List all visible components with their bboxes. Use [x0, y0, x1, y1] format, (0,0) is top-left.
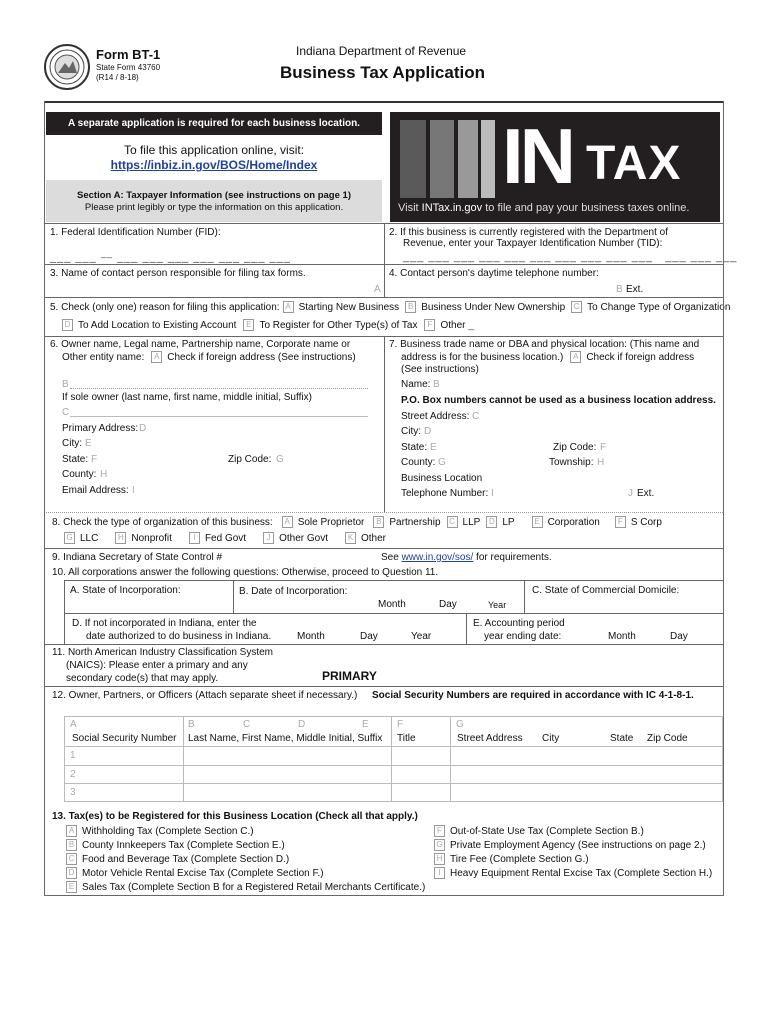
q13-option-i: Heavy Equipment Rental Excise Tax (Complete Section H.) [450, 867, 713, 879]
q10-e-line2: year ending date: [484, 631, 562, 642]
q12-header-title: Title [397, 733, 416, 744]
q5-checkbox-f[interactable]: F [424, 319, 435, 331]
q12-col-g-letter: G [456, 719, 464, 730]
q10-b-month: Month [378, 599, 406, 610]
q10-c-label: C. State of Commercial Domicile: [532, 585, 680, 596]
naics-primary-label: PRIMARY [322, 669, 377, 683]
q7-street-label: Street Address: [401, 411, 470, 422]
q12-label: 12. Owner, Partners, or Officers (Attach separate sheet if necessary.) [52, 690, 358, 701]
q10-b-year: Year [488, 600, 507, 610]
q7-line3: (See instructions) [401, 364, 479, 375]
q5-option-c: To Change Type of Organization [587, 301, 731, 313]
q8-option-g: LLC [80, 532, 99, 544]
section-a-header [46, 180, 382, 222]
q6-foreign-label: Check if foreign address (See instructions) [167, 351, 356, 363]
q10-a-label: A. State of Incorporation: [70, 585, 181, 596]
q5-checkbox-e[interactable]: E [243, 319, 254, 331]
q12-col-b-letter: B [188, 719, 195, 730]
phone-ext-input[interactable]: B [616, 284, 623, 295]
logo-bar-2 [430, 120, 454, 198]
q10-label: 10. All corporations answer the following questions: Otherwise, proceed to Question 11. [52, 567, 439, 578]
q8-checkbox-g[interactable]: G [64, 532, 75, 544]
q9-label: 9. Indiana Secretary of State Control # [52, 552, 223, 563]
q7-name-label: Name: [401, 379, 431, 390]
state-seal [44, 44, 90, 90]
q8-option-a: Sole Proprietor [297, 516, 365, 528]
q8-option-b: Partnership [389, 516, 441, 528]
tagline-site: INTax.in.gov [421, 202, 483, 214]
q7-foreign-label: Check if foreign address [586, 351, 695, 363]
q10-e-line1: E. Accounting period [473, 618, 565, 629]
q12-header-city: City [542, 733, 560, 744]
q13-checkbox-h[interactable]: H [434, 853, 445, 865]
q6-county-input[interactable]: H [100, 469, 108, 480]
q5-option-d: To Add Location to Existing Account [78, 319, 237, 331]
q8-option-i: Fed Govt [204, 532, 247, 544]
q7-state-input[interactable]: E [430, 442, 437, 453]
q8-option-j: Other Govt [279, 532, 328, 544]
q7-county-label: County: [401, 457, 436, 468]
state-form-number: State Form 43760 [96, 63, 161, 72]
q7-phone-ext-input[interactable]: J [628, 488, 633, 499]
q7-zip-input[interactable]: F [600, 442, 607, 453]
q6-city-input[interactable]: E [85, 438, 92, 449]
q6-zip-label: Zip Code: [228, 454, 272, 465]
q3-label: 3. Name of contact person responsible for filing tax forms. [50, 268, 306, 279]
q10-d-day: Day [360, 631, 378, 642]
online-url-link[interactable]: https://inbiz.in.gov/BOS/Home/Index [110, 158, 318, 172]
q12-header-name: Last Name, First Name, Middle Initial, Suffix [188, 733, 383, 744]
q12-header-state: State [610, 733, 634, 744]
q10-d-line2: date authorized to do business in Indiana. [86, 631, 272, 642]
q7-line1: 7. Business trade name or DBA and physical location: (This name and [389, 339, 700, 350]
q12-col-e-letter: E [362, 719, 369, 730]
q13-option-d: Motor Vehicle Rental Excise Tax (Complete Section F.) [82, 867, 324, 879]
q8-checkbox-i[interactable]: I [189, 532, 200, 544]
form-revision: (R14 / 8-18) [96, 73, 139, 82]
q12-col-a-letter: A [70, 719, 77, 730]
q5-checkbox-c[interactable]: C [571, 301, 582, 313]
q7-phone-label: Telephone Number: [401, 488, 489, 499]
q9-post: for requirements. [473, 552, 552, 563]
q12-col-d-letter: D [298, 719, 306, 730]
online-instructions: To file this application online, visit: [123, 143, 305, 157]
q7-ext-label: Ext. [637, 488, 655, 499]
form-number: Form BT-1 [96, 47, 161, 62]
q8-checkbox-b[interactable]: B [373, 516, 384, 528]
q8-label: 8. Check the type of organization of this business: [52, 516, 273, 528]
intax-logo [390, 112, 720, 222]
q7-po-box-note: P.O. Box numbers cannot be used as a business location address. [401, 395, 716, 406]
q5-option-a: Starting New Business [298, 301, 400, 313]
q7-line2: address is for the business location.) [401, 351, 564, 363]
q11-line2: (NAICS): Please enter a primary and any [66, 660, 248, 671]
notice-bar [46, 112, 382, 135]
q13-option-b: County Innkeepers Tax (Complete Section E.) [82, 839, 285, 851]
q7-state-label: State: [401, 442, 428, 453]
q8-checkbox-a[interactable]: A [282, 516, 293, 528]
q8-option-c: LLP [462, 516, 481, 528]
page-title: Business Tax Application [280, 63, 485, 82]
q6-email-label: Email Address: [62, 485, 129, 496]
q8-checkbox-d[interactable]: D [486, 516, 497, 528]
q12-header-street: Street Address [457, 733, 523, 744]
tid-input[interactable]: ___ ___ ___ ___ ___ ___ ___ ___ ___ ___ ___ ___ ___ [403, 251, 738, 263]
logo-bar-4 [481, 120, 495, 198]
fid-input[interactable]: ___ ___ __ ___ ___ ___ ___ ___ ___ ___ [50, 248, 291, 264]
q2-line2: Revenue, enter your Taxpayer Identification Number (TID): [403, 238, 663, 249]
q8-checkbox-h[interactable]: H [115, 532, 126, 544]
q4-label: 4. Contact person's daytime telephone number: [389, 268, 599, 279]
q12-row-2-number: 2 [70, 769, 76, 780]
tagline-prefix: Visit [398, 202, 422, 214]
q12-ssn-note: Social Security Numbers are required in accordance with IC 4-1-8-1. [372, 690, 694, 701]
q13-label: 13. Tax(es) to be Registered for this Business Location (Check all that apply.) [52, 811, 418, 822]
q6-email-input[interactable]: I [132, 485, 135, 496]
q5-option-f: Other [440, 319, 466, 331]
q7-township-label: Township: [549, 457, 594, 468]
q7-name-input[interactable]: B [433, 379, 440, 390]
owner-name-input[interactable]: B [62, 379, 69, 390]
q10-e-day: Day [670, 631, 688, 642]
q13-checkbox-d[interactable]: D [66, 867, 77, 879]
contact-name-input[interactable]: A [374, 284, 381, 295]
logo-bar-1 [400, 120, 426, 198]
q6-primary-address-label: Primary Address: [62, 423, 139, 434]
logo-bar-3 [458, 120, 478, 198]
q13-checkbox-i[interactable]: I [434, 867, 445, 879]
logo-tax-text: TAX [586, 137, 682, 190]
q5-option-e: To Register for Other Type(s) of Tax [259, 319, 418, 331]
q7-zip-label: Zip Code: [553, 442, 597, 453]
q5-option-b: Business Under New Ownership [421, 301, 566, 313]
q6-state-label: State: [62, 454, 89, 465]
q7-city-label: City: [401, 426, 421, 437]
q5-checkbox-d[interactable]: D [62, 319, 73, 331]
q5-label: 5. Check (only one) reason for filing this application: [50, 301, 280, 313]
q7-foreign-checkbox[interactable]: A [570, 351, 581, 363]
q6-sole-owner-label: If sole owner (last name, first name, middle initial, Suffix) [62, 392, 312, 403]
q7-business-location-label: Business Location [401, 473, 483, 484]
q10-e-month: Month [608, 631, 636, 642]
q12-col-f-letter: F [397, 719, 404, 730]
q8-checkbox-k[interactable]: K [345, 532, 356, 544]
notice-text: A separate application is required for each business location. [68, 118, 360, 129]
q1-label: 1. Federal Identification Number (FID): [50, 227, 221, 238]
q2-line1: 2. If this business is currently registered with the Department of [389, 227, 669, 238]
q13-checkbox-a[interactable]: A [66, 825, 77, 837]
q13-option-h: Tire Fee (Complete Section G.) [450, 853, 589, 865]
q6-line1: 6. Owner name, Legal name, Partnership name, Corporate name or [50, 339, 351, 350]
q13-checkbox-f[interactable]: F [434, 825, 445, 837]
q10-b-label: B. Date of Incorporation: [239, 586, 348, 597]
q9-see: See [381, 552, 402, 563]
q6-city-label: City: [62, 438, 82, 449]
q10-d-month: Month [297, 631, 325, 642]
q10-d-year: Year [411, 631, 432, 642]
agency-name: Indiana Department of Revenue [296, 44, 467, 58]
q6-state-input[interactable]: F [91, 454, 98, 465]
q6-foreign-checkbox[interactable]: A [151, 351, 162, 363]
q8-option-d: LP [502, 516, 515, 528]
q6-line2: Other entity name: [62, 351, 145, 363]
logo-in-text: IN [502, 112, 572, 200]
q10-d-line1: D. If not incorporated in Indiana, enter the [72, 618, 257, 629]
q13-option-a: Withholding Tax (Complete Section C.) [82, 825, 254, 837]
q5-checkbox-a[interactable]: A [283, 301, 294, 313]
q13-option-g: Private Employment Agency (See instructions on page 2.) [450, 839, 706, 851]
q13-option-c: Food and Beverage Tax (Complete Section D.) [82, 853, 290, 865]
q8-checkbox-c[interactable]: C [447, 516, 458, 528]
q8-checkbox-j[interactable]: J [263, 532, 274, 544]
primary-address-input[interactable]: D [139, 423, 147, 434]
tagline-suffix: to file and pay your business taxes online. [482, 202, 690, 214]
q8-checkbox-e[interactable]: E [532, 516, 543, 528]
q8-checkbox-f[interactable]: F [615, 516, 626, 528]
q10-b-day: Day [439, 599, 457, 610]
q6-county-label: County: [62, 469, 97, 480]
seal-graphic [46, 46, 88, 88]
q13-checkbox-g[interactable]: G [434, 839, 445, 851]
q11-line3: secondary code(s) that may apply. [66, 673, 219, 684]
section-a-subtitle: Please print legibly or type the information on this application. [84, 202, 344, 213]
q4-ext-label: Ext. [626, 284, 644, 295]
q7-street-input[interactable]: C [472, 411, 480, 422]
q11-line1: 11. North American Industry Classification System [52, 647, 274, 658]
q7-city-input[interactable]: D [424, 426, 432, 437]
q7-township-input[interactable]: H [597, 457, 605, 468]
q8-option-h: Nonprofit [131, 532, 172, 544]
q12-row-3-number: 3 [70, 787, 76, 798]
q13-option-f: Out-of-State Use Tax (Complete Section B.) [450, 825, 644, 837]
q8-option-f: S Corp [630, 516, 662, 528]
q12-row-1-number: 1 [70, 750, 76, 761]
sole-owner-input[interactable]: C [62, 407, 70, 418]
sos-link[interactable]: www.in.gov/sos/ [401, 552, 474, 563]
q8-option-e: Corporation [547, 516, 600, 528]
q13-checkbox-e[interactable]: E [66, 881, 77, 893]
q8-option-k: Other [360, 532, 386, 544]
q12-header-ssn: Social Security Number [72, 733, 177, 744]
q13-checkbox-c[interactable]: C [66, 853, 77, 865]
q7-county-input[interactable]: G [438, 457, 446, 468]
q13-option-e: Sales Tax (Complete Section B for a Registered Retail Merchants Certificate.) [82, 881, 426, 893]
q7-phone-input[interactable]: I [491, 488, 494, 499]
q5-checkbox-b[interactable]: B [405, 301, 416, 313]
section-a-title: Section A: Taxpayer Information (see instructions on page 1) [77, 190, 351, 201]
q13-checkbox-b[interactable]: B [66, 839, 77, 851]
q12-col-c-letter: C [243, 719, 251, 730]
q6-zip-input[interactable]: G [276, 454, 284, 465]
q12-header-zip: Zip Code [647, 733, 688, 744]
